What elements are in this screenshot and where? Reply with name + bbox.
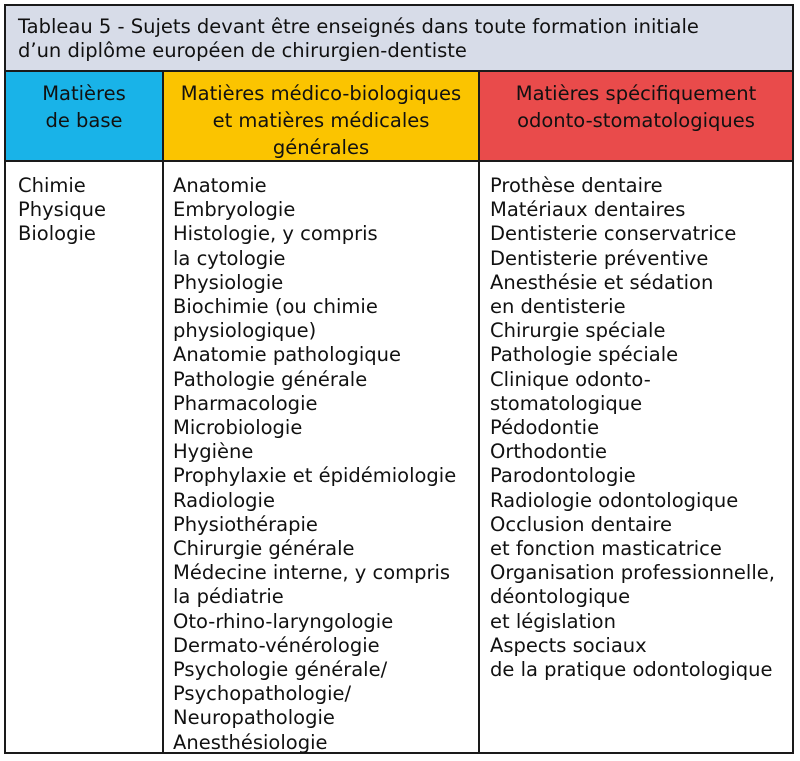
subject-item: Organisation professionnelle,	[490, 561, 775, 585]
table-title	[6, 6, 792, 72]
header-line: Matières médico-biologiques	[180, 82, 462, 105]
subject-item: Pathologie générale	[173, 367, 368, 391]
column-basic-subjects	[6, 162, 164, 752]
subject-item: Oto-rhino-laryngologie	[173, 609, 394, 633]
subject-item: Prophylaxie et épidémiologie	[173, 464, 457, 488]
subject-item: Anatomie pathologique	[173, 343, 401, 367]
subject-item: en dentisterie	[490, 295, 626, 319]
column-medico-biological-subjects	[164, 162, 480, 752]
subject-item: Microbiologie	[173, 416, 303, 440]
subject-item: Dentisterie préventive	[490, 246, 709, 270]
subject-item: Pédodontie	[490, 416, 600, 440]
subject-item: Anatomie	[173, 174, 267, 197]
header-line: générales	[272, 136, 370, 159]
subject-item: Occlusion dentaire	[490, 512, 672, 536]
header-basic-subjects	[6, 72, 164, 162]
subject-item: Psychologie générale/	[173, 658, 388, 682]
subject-item: Chirurgie spéciale	[490, 319, 666, 343]
subject-item: Physique	[18, 198, 106, 222]
subject-item: Pharmacologie	[173, 391, 318, 415]
subject-item: Clinique odonto-	[490, 367, 651, 391]
subject-item: déontologique	[490, 585, 631, 609]
subject-item: Radiologie odontologique	[490, 488, 739, 512]
table-title-line: d’un diplôme européen de chirurgien-dentiste	[18, 39, 467, 62]
subject-item: Neuropathologie	[173, 706, 335, 730]
subject-item: Dermato-vénérologie	[173, 633, 380, 657]
subject-item: Radiologie	[173, 488, 275, 512]
subject-item: Dentisterie conservatrice	[490, 222, 737, 246]
subject-item: Physiologie	[173, 270, 284, 294]
subject-item: Anesthésiologie	[173, 730, 328, 754]
subject-item: physiologique)	[173, 319, 317, 343]
subject-item: Biologie	[18, 222, 96, 246]
subject-item: Embryologie	[173, 198, 296, 222]
subject-item: Orthodontie	[490, 440, 608, 464]
header-line: odonto-stomatologiques	[517, 109, 755, 132]
table-title-line: Tableau 5 - Sujets devant être enseignés dans toute formation initiale	[18, 15, 699, 38]
subject-item: de la pratique odontologique	[490, 658, 773, 682]
header-medico-biological-subjects	[164, 72, 480, 162]
subject-item: Matériaux dentaires	[490, 198, 686, 222]
column-odonto-stomatological-subjects	[480, 162, 792, 752]
subject-item: et fonction masticatrice	[490, 537, 722, 561]
header-line: et matières médicales	[212, 109, 430, 132]
subject-item: Chirurgie générale	[173, 537, 355, 561]
subject-item: Physiothérapie	[173, 512, 318, 536]
subject-item: et législation	[490, 609, 616, 633]
header-line: Matières	[42, 82, 126, 105]
subject-item: la pédiatrie	[173, 585, 284, 609]
subject-item: Parodontologie	[490, 464, 636, 488]
header-line: Matières spécifiquement	[515, 82, 757, 105]
subject-item: Chimie	[18, 174, 86, 197]
subject-item: la cytologie	[173, 246, 286, 270]
subject-item: Biochimie (ou chimie	[173, 295, 378, 319]
subject-item: Médecine interne, y compris	[173, 561, 451, 585]
subject-item: Psychopathologie/	[173, 682, 352, 706]
subject-item: Histologie, y compris	[173, 222, 378, 246]
subject-item: Prothèse dentaire	[490, 174, 663, 197]
subject-item: Pathologie spéciale	[490, 343, 679, 367]
subjects-table	[4, 4, 794, 754]
header-odonto-stomatological-subjects	[480, 72, 792, 162]
subject-item: Aspects sociaux	[490, 633, 647, 657]
subject-item: stomatologique	[490, 391, 643, 415]
header-line: de base	[45, 109, 123, 132]
subject-item: Hygiène	[173, 440, 254, 464]
subject-item: Anesthésie et sédation	[490, 270, 714, 294]
